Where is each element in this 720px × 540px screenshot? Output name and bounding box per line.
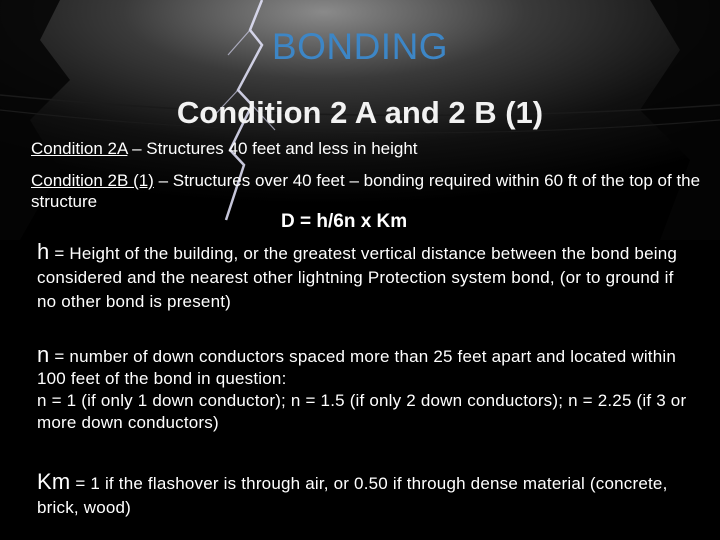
condition-2a-text: – Structures 40 feet and less in height [127,139,418,158]
condition-2a [31,138,711,159]
h-symbol: h [37,239,50,264]
km-definition [37,470,697,520]
n-definition [37,344,697,434]
n-text: = number of down conductors spaced more than 25 feet apart and located within 100 feet of the bond in question: [37,347,676,388]
n-values: n = 1 (if only 1 down conductor); n = 1.5 (if only 2 down conductors); n = 2.25 (if 3 or more down conductors) [37,391,687,432]
h-text: = Height of the building, or the greatest vertical distance between the bond being considered and the nearest other lightning Protection system bond, (or to ground if no other bond is present) [37,244,678,311]
n-symbol: n [37,342,50,367]
condition-2a-label: Condition 2A [31,139,128,158]
bonding-formula: D = h/6n x Km [281,211,408,232]
km-text: = 1 if the flashover is through air, or 0.50 if through dense material (concrete, brick, wood) [37,474,668,517]
km-symbol: Km [37,469,71,494]
condition-2b [31,170,701,212]
condition-2b-label: Condition 2B (1) [31,171,154,190]
h-definition [37,240,697,314]
slide-title: BONDING [271,26,449,67]
slide-subtitle: Condition 2 A and 2 B (1) [176,95,544,130]
condition-2b-text: – Structures over 40 feet – bonding required within 60 ft of the top of the structure [31,171,701,211]
